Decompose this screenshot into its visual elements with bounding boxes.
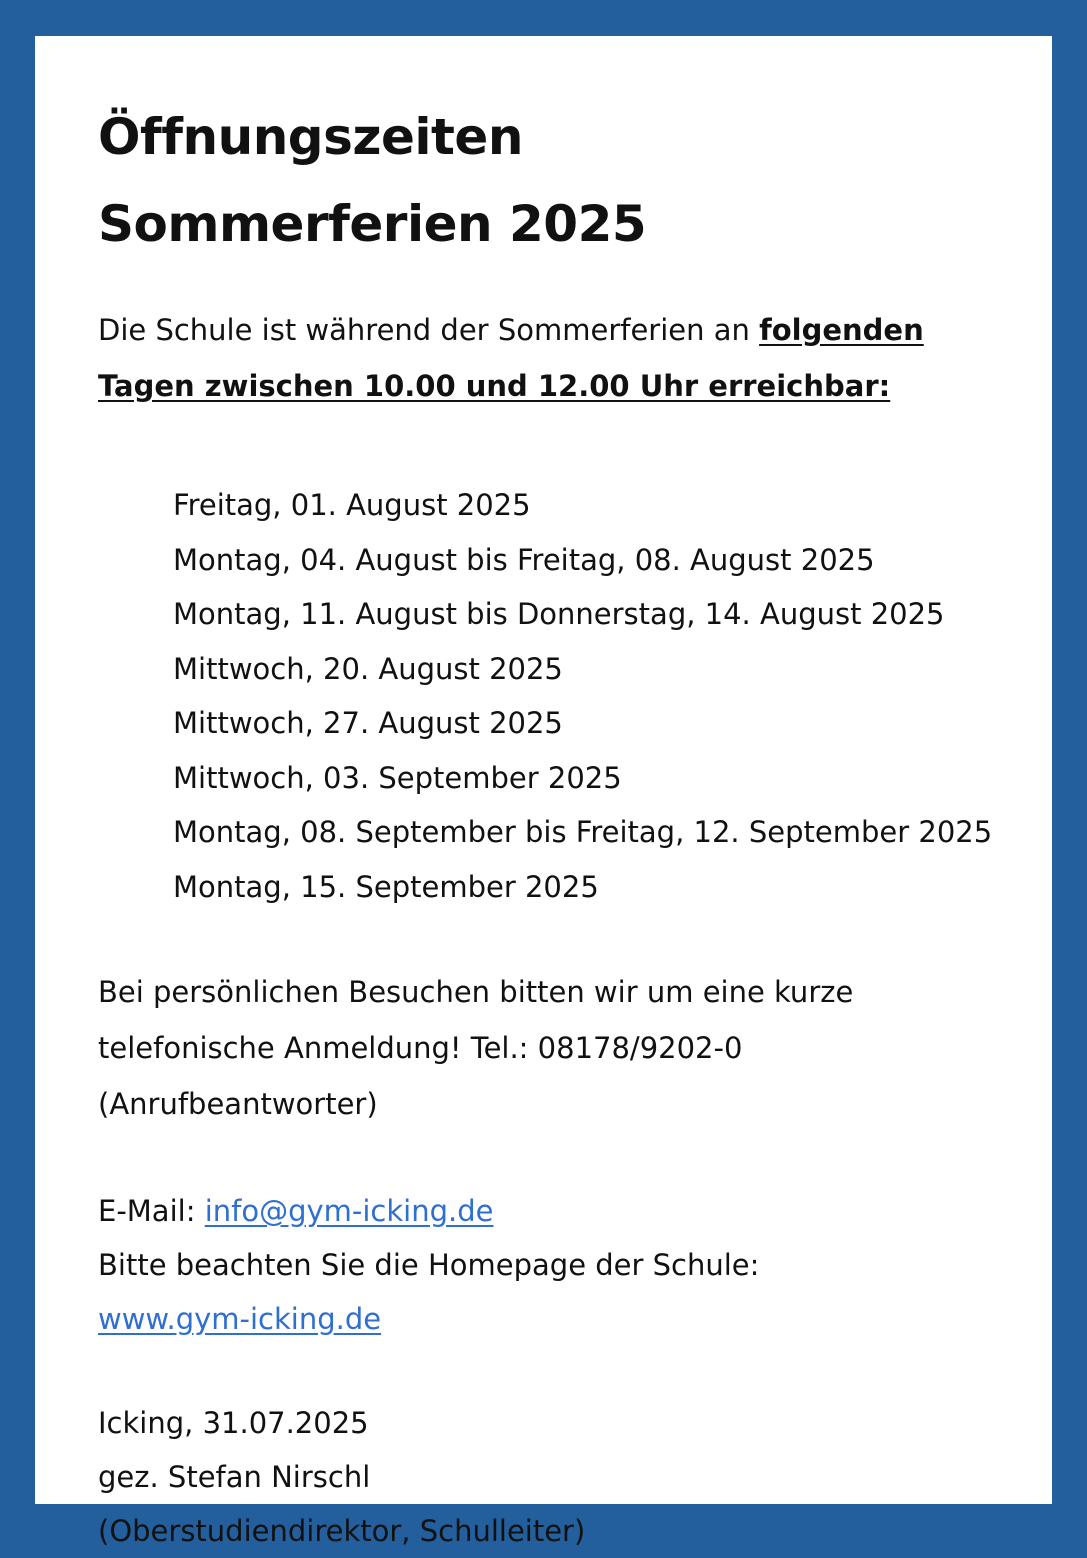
date-item: Mittwoch, 03. September 2025 (173, 760, 622, 795)
date-item: Mittwoch, 20. August 2025 (173, 651, 563, 686)
homepage-link[interactable]: www.gym-icking.de (98, 1302, 382, 1336)
email-link[interactable]: info@gym-icking.de (204, 1194, 494, 1228)
intro-emphasis: folgenden Tagen zwischen 10.00 und 12.00 Uhr erreichbar: (98, 313, 924, 403)
opening-dates-list (173, 478, 1052, 914)
visit-note: Bei persönlichen Besuchen bitten wir um eine kurze telefonische Anmeldung! Tel.: 08178/9202-0 (Anrufbeantworter) (98, 975, 854, 1121)
title-line-1: Öffnungszeiten (98, 108, 523, 166)
homepage-note: Bitte beachten Sie die Homepage der Schule: (98, 1248, 760, 1282)
signature-block (98, 1396, 1052, 1558)
date-item: Freitag, 01. August 2025 (173, 488, 531, 522)
date-item: Montag, 15. September 2025 (173, 869, 599, 904)
date-item: Montag, 04. August bis Freitag, 08. August 2025 (173, 542, 875, 577)
signer-role: (Oberstudiendirektor, Schulleiter) (98, 1514, 586, 1548)
intro-lead: Die Schule ist während der Sommerferien an (98, 313, 760, 347)
page-title (98, 94, 1052, 268)
intro-paragraph (98, 302, 998, 414)
date-item: Montag, 08. September bis Freitag, 12. September 2025 (173, 815, 993, 849)
date-item: Montag, 11. August bis Donnerstag, 14. August 2025 (173, 597, 945, 631)
title-line-2: Sommerferien 2025 (98, 195, 647, 253)
notice-sheet (35, 36, 1052, 1548)
place-date: Icking, 31.07.2025 (98, 1406, 369, 1440)
email-line (98, 1184, 1052, 1238)
homepage-line (98, 1292, 1052, 1346)
signed-by: gez. Stefan Nirschl (98, 1460, 371, 1494)
contact-block (98, 1184, 1052, 1346)
date-item: Mittwoch, 27. August 2025 (173, 706, 563, 740)
email-label: E-Mail: (98, 1194, 205, 1228)
